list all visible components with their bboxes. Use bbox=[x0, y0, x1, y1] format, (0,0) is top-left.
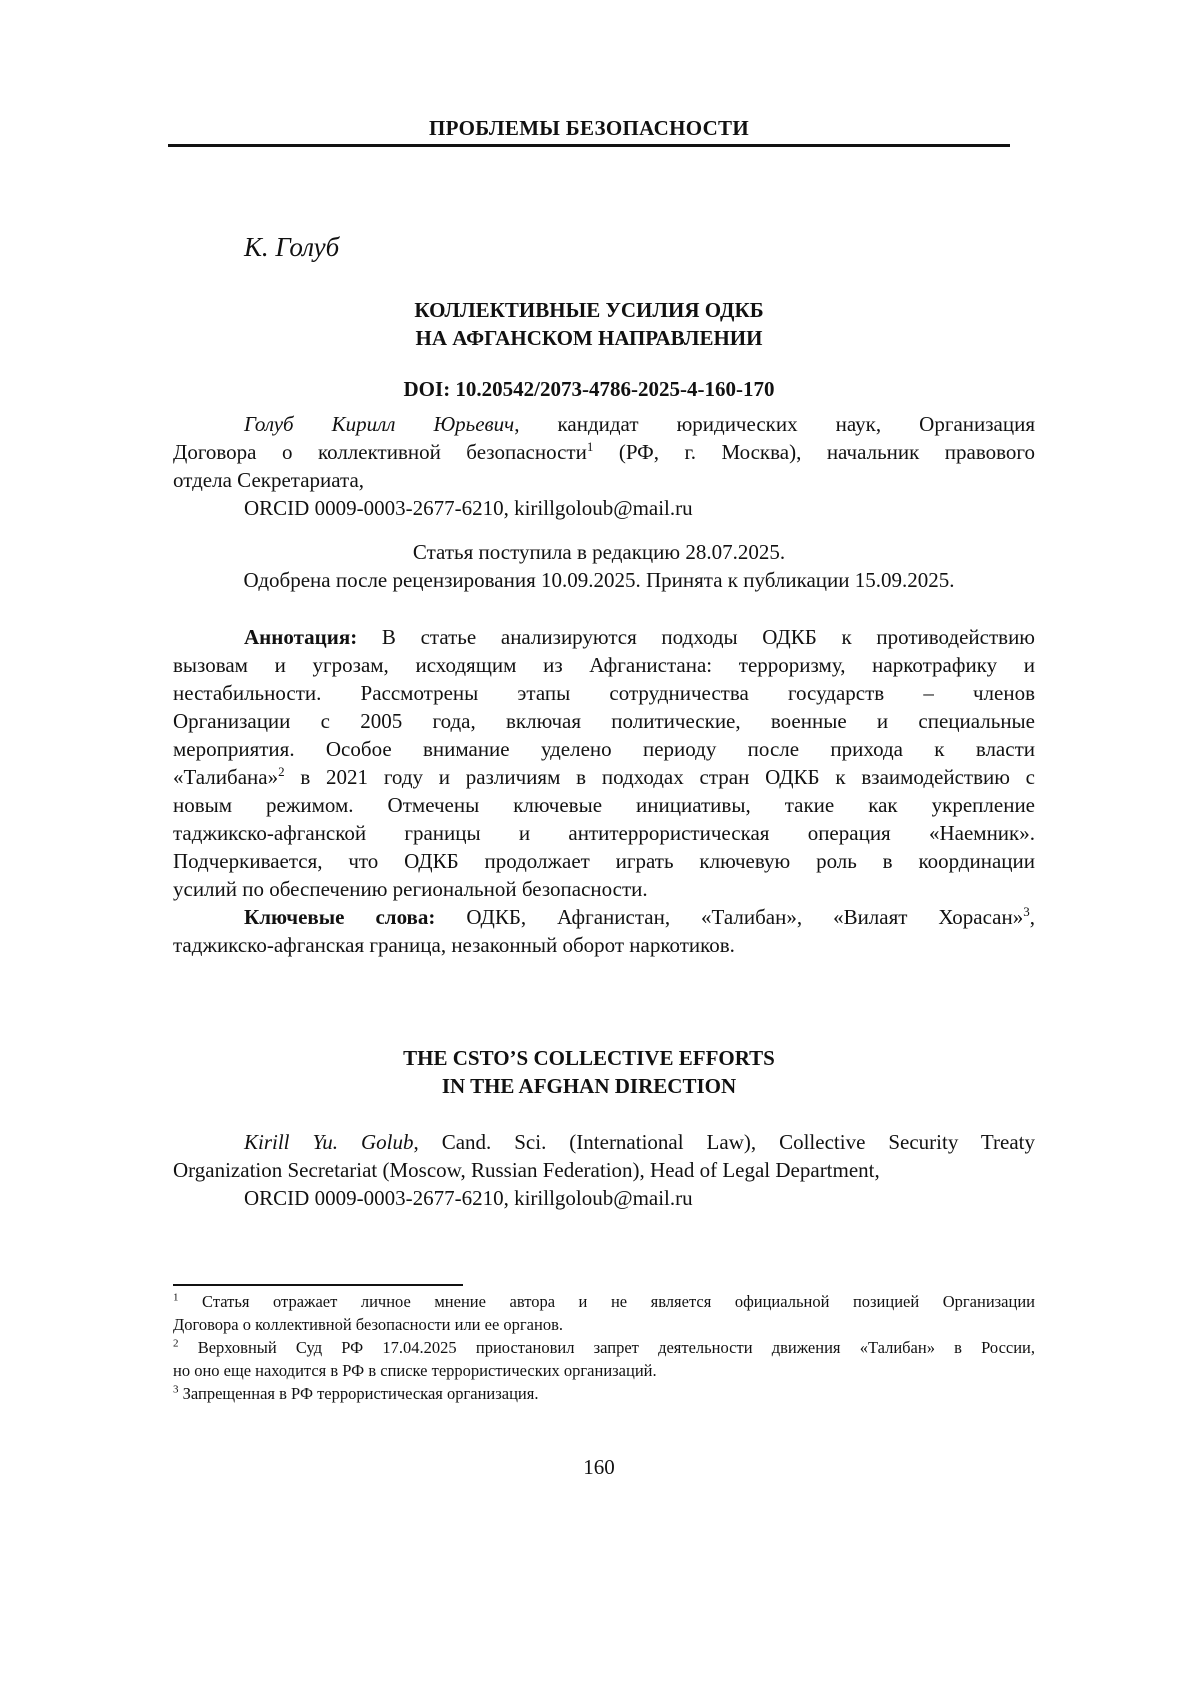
header-rule bbox=[168, 144, 1010, 147]
received-date: Статья поступила в редакцию 28.07.2025. bbox=[412, 540, 786, 564]
section-header: ПРОБЛЕМЫ БЕЗОПАСНОСТИ bbox=[429, 116, 749, 140]
author-info-en: Kirill Yu. Golub, Cand. Sci. (International Law), Collective Security Treaty Organization Secretariat (Moscow, Russian Federation), Head of Legal Department, ORCID 0009-0003-2677-6210, kirillgoloub@mail.ru bbox=[173, 1130, 1035, 1210]
article-title-ru bbox=[168, 296, 1010, 352]
author-info-ru: Голуб Кирилл Юрьевич, кандидат юридических наук, Организация Договора о коллективной безопасности$^1$ (РФ, г. Москва), начальник правового отдела Секретариата, ORCID 0009-0003-2677-6210, kirillgoloub@mail.ru bbox=[173, 412, 1036, 520]
orcid-en: ORCID 0009-0003-2677-6210, kirillgoloub@mail.ru bbox=[244, 1186, 693, 1210]
abstract-label: Аннотация: bbox=[244, 625, 358, 649]
footnote-rule bbox=[173, 1284, 463, 1286]
footnote-ref: 2 bbox=[278, 764, 285, 779]
abstract-ru: Аннотация: В статье анализируются подходы ОДКБ к противодействию вызовам и угрозам, исходящим из Афганистана: терроризму, наркотрафику и нестабильности. Рассмотрены этапы сотрудничества государств – членов Организации с 2005 года, включая политические, военные и специальные мероприятия. Особое внимание уделено периоду после прихода к власти «Талибана»$^2$ в 2021 году и различиям в подходах стран ОДКБ к взаимодействию с новым режимом. Отмечены ключевые инициативы, такие как укрепление таджикско-афганской границы и антитеррористическая операция «Наемник». Подчеркивается, что ОДКБ продолжает играть ключевую роль в координации усилий по обеспечению региональной безопасности. Ключевые слова: ОДКБ, Афганистан, «Талибан», «Вилаят Хорасан»$^3$, таджикско-афганская граница, незаконный оборот наркотиков. bbox=[173, 625, 1035, 957]
footnote-2: $^2$ Верховный Суд РФ 17.04.2025 приостановил запрет деятельности движения «Талибан» в России, bbox=[173, 1337, 1035, 1357]
author-short: К. Голуб bbox=[244, 232, 340, 262]
title-line: IN THE AFGHAN DIRECTION bbox=[441, 1074, 737, 1098]
doi: DOI: 10.20542/2073-4786-2025-4-160-170 bbox=[403, 377, 775, 401]
author-name: Голуб Кирилл Юрьевич bbox=[244, 412, 515, 436]
footnote-ref: 1 bbox=[586, 439, 594, 454]
title-line: НА АФГАНСКОМ НАПРАВЛЕНИИ bbox=[415, 326, 763, 350]
keywords: Ключевые слова: ОДКБ, Афганистан, «Талибан», «Вилаят Хорасан»$^3$, bbox=[244, 904, 1035, 929]
page-number: 160 bbox=[583, 1455, 615, 1479]
article-title-en bbox=[168, 1044, 1010, 1100]
footnote-3: $^3$ Запрещенная в РФ террористическая организация. bbox=[173, 1383, 539, 1403]
orcid-ru: ORCID 0009-0003-2677-6210, kirillgoloub@mail.ru bbox=[244, 496, 693, 520]
footnote-1: $^1$ Статья отражает личное мнение автора и не является официальной позицией Организации bbox=[173, 1291, 1035, 1311]
footnotes: $^1$ Статья отражает личное мнение автора и не является официальной позицией Организации Договора о коллективной безопасности или ее органов. $^2$ Верховный Суд РФ 17.04.2025 приостановил запрет деятельности движения «Талибан» в России, но оно еще находится в РФ в списке террористических организаций. $^3$ Запрещенная в РФ террористическая организация. bbox=[173, 1291, 1035, 1403]
keywords-label: Ключевые слова: bbox=[244, 905, 436, 929]
approved-date: Одобрена после рецензирования 10.09.2025. Принята к публикации 15.09.2025. bbox=[243, 568, 955, 592]
footnote-ref: 3 bbox=[1023, 904, 1030, 919]
author-name-en: Kirill Yu. Golub bbox=[244, 1130, 414, 1154]
title-line: КОЛЛЕКТИВНЫЕ УСИЛИЯ ОДКБ bbox=[414, 298, 764, 322]
title-line: THE CSTO’S COLLECTIVE EFFORTS bbox=[403, 1046, 775, 1070]
